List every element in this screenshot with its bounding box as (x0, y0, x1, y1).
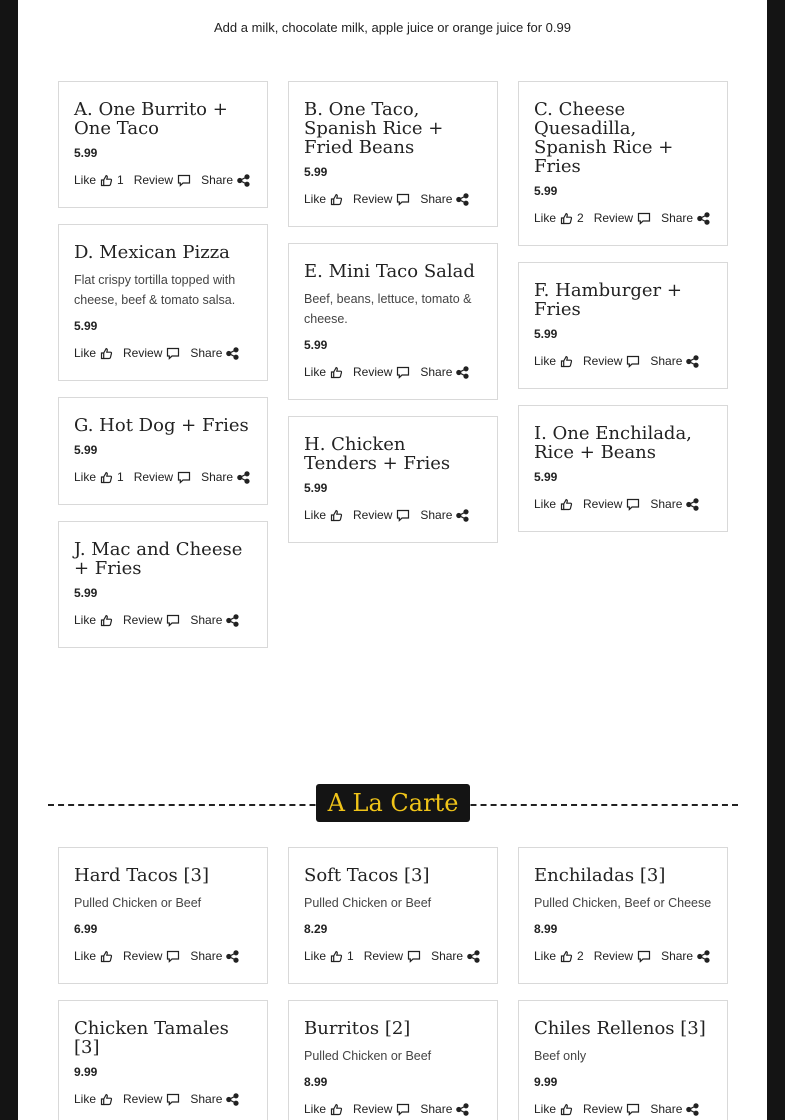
share-label: Share (420, 1102, 453, 1116)
share-button[interactable] (650, 497, 699, 511)
comment-icon (173, 174, 191, 187)
item-description: Pulled Chicken or Beef (304, 1049, 432, 1063)
share-button[interactable] (661, 211, 710, 225)
like-label: Like (534, 211, 557, 225)
like-button[interactable] (534, 1102, 573, 1116)
carte-column-1 (58, 847, 268, 1120)
share-label: Share (420, 192, 453, 206)
like-label: Like (74, 346, 97, 360)
like-label: Like (304, 1102, 327, 1116)
review-button[interactable] (364, 949, 421, 963)
item-title: G. Hot Dog + Fries (74, 415, 249, 436)
like-button[interactable] (74, 346, 113, 360)
thumbs-up-icon (96, 614, 113, 627)
thumbs-up-icon (326, 193, 343, 206)
share-icon (222, 347, 239, 360)
like-label: Like (534, 949, 557, 963)
share-label: Share (650, 354, 683, 368)
share-label: Share (190, 1092, 223, 1106)
share-label: Share (661, 949, 694, 963)
review-label: Review (123, 1092, 163, 1106)
thumbs-up-icon (556, 498, 573, 511)
review-button[interactable] (134, 173, 191, 187)
section-title-a-la-carte: A La Carte (316, 784, 470, 822)
comment-icon (622, 498, 640, 511)
review-button[interactable] (353, 1102, 410, 1116)
review-label: Review (353, 192, 393, 206)
share-icon (682, 498, 699, 511)
like-label: Like (534, 497, 557, 511)
like-button[interactable] (304, 508, 343, 522)
combo-column-3 (518, 81, 728, 548)
item-price: 9.99 (74, 1065, 98, 1079)
review-label: Review (353, 1102, 393, 1116)
menu-item-c-cheese-quesadilla-spanish-rice-fries (518, 81, 728, 246)
item-description: Pulled Chicken or Beef (74, 896, 202, 910)
item-actions (534, 949, 712, 963)
comment-icon (622, 355, 640, 368)
review-button[interactable] (123, 1092, 180, 1106)
comment-icon (392, 193, 410, 206)
review-button[interactable] (123, 949, 180, 963)
like-label: Like (304, 508, 327, 522)
item-title: Hard Tacos [3] (74, 865, 209, 886)
menu-item-d-mexican-pizza (58, 224, 268, 381)
share-label: Share (201, 173, 234, 187)
menu-item-a-one-burrito-one-taco (58, 81, 268, 208)
combo-column-1 (58, 81, 268, 664)
menu-item-burritos-2 (288, 1000, 498, 1120)
like-button[interactable] (74, 1092, 113, 1106)
item-title: F. Hamburger + Fries (534, 280, 682, 320)
share-icon (452, 193, 469, 206)
menu-item-soft-tacos-3 (288, 847, 498, 984)
share-button[interactable] (190, 613, 239, 627)
item-description: Flat crispy tortilla topped with cheese, beef & tomato salsa. (74, 273, 236, 307)
share-label: Share (420, 365, 453, 379)
share-button[interactable] (420, 1102, 469, 1116)
item-price: 9.99 (534, 1075, 558, 1089)
share-button[interactable] (190, 949, 239, 963)
share-label: Share (420, 508, 453, 522)
menu-item-chicken-tamales-3 (58, 1000, 268, 1120)
share-label: Share (190, 346, 223, 360)
review-label: Review (123, 346, 163, 360)
review-button[interactable] (353, 508, 410, 522)
review-label: Review (123, 613, 163, 627)
item-actions (304, 365, 482, 379)
review-label: Review (583, 497, 623, 511)
like-button[interactable] (74, 470, 124, 484)
carte-column-2 (288, 847, 498, 1120)
comment-icon (622, 1103, 640, 1116)
item-description: Beef only (534, 1049, 587, 1063)
item-actions (74, 613, 252, 627)
item-actions (304, 949, 482, 963)
share-button[interactable] (190, 1092, 239, 1106)
review-label: Review (363, 949, 404, 963)
share-icon (222, 950, 239, 963)
share-icon (452, 366, 469, 379)
thumbs-up-icon (556, 355, 573, 368)
item-title: Enchiladas [3] (534, 865, 666, 886)
thumbs-up-icon (96, 471, 113, 484)
like-button[interactable] (304, 192, 343, 206)
like-button[interactable] (534, 354, 573, 368)
thumbs-up-icon (556, 212, 573, 225)
menu-item-g-hot-dog-fries (58, 397, 268, 505)
item-actions (74, 346, 252, 360)
thumbs-up-icon (96, 950, 113, 963)
item-actions (74, 173, 252, 187)
share-icon (463, 950, 480, 963)
item-title: C. Cheese Quesadilla, Spanish Rice + Fries (534, 99, 674, 177)
item-price: 8.99 (534, 922, 558, 936)
menu-item-enchiladas-3 (518, 847, 728, 984)
item-actions (74, 470, 252, 484)
menu-page (18, 0, 767, 1120)
item-title: E. Mini Taco Salad (304, 261, 475, 282)
item-description: Pulled Chicken or Beef (304, 896, 432, 910)
thumbs-up-icon (96, 347, 113, 360)
item-title: Soft Tacos [3] (304, 865, 430, 886)
review-button[interactable] (134, 470, 191, 484)
review-button[interactable] (583, 1102, 640, 1116)
thumbs-up-icon (326, 950, 343, 963)
item-actions (534, 1102, 712, 1116)
like-button[interactable] (304, 365, 343, 379)
review-label: Review (353, 365, 393, 379)
comment-icon (392, 1103, 410, 1116)
menu-item-h-chicken-tenders-fries (288, 416, 498, 543)
like-label: Like (74, 1092, 97, 1106)
review-button[interactable] (583, 354, 640, 368)
like-button[interactable] (74, 613, 113, 627)
item-price: 5.99 (74, 586, 98, 600)
review-label: Review (123, 949, 163, 963)
item-price: 5.99 (304, 481, 328, 495)
item-price: 8.29 (304, 922, 328, 936)
item-title: B. One Taco, Spanish Rice + Fried Beans (304, 99, 444, 158)
review-button[interactable] (353, 365, 410, 379)
like-button[interactable] (534, 497, 573, 511)
combo-column-2 (288, 81, 498, 559)
like-button[interactable] (534, 211, 584, 225)
item-price: 5.99 (74, 443, 98, 457)
like-count: 1 (117, 470, 124, 484)
share-button[interactable] (650, 1102, 699, 1116)
item-actions (74, 1092, 252, 1106)
like-label: Like (534, 1102, 557, 1116)
thumbs-up-icon (326, 509, 343, 522)
item-actions (534, 354, 712, 368)
thumbs-up-icon (556, 950, 573, 963)
item-title: D. Mexican Pizza (74, 242, 230, 263)
review-label: Review (593, 211, 634, 225)
thumbs-up-icon (326, 366, 343, 379)
like-count: 2 (577, 211, 584, 225)
item-title: Burritos [2] (304, 1018, 411, 1039)
like-button[interactable] (534, 949, 584, 963)
like-button[interactable] (304, 949, 354, 963)
comment-icon (162, 614, 180, 627)
item-price: 5.99 (534, 184, 558, 198)
comment-icon (403, 950, 421, 963)
share-label: Share (190, 949, 223, 963)
like-label: Like (304, 365, 327, 379)
comment-icon (633, 212, 651, 225)
share-icon (682, 1103, 699, 1116)
share-icon (693, 950, 710, 963)
review-label: Review (583, 354, 623, 368)
share-label: Share (431, 949, 464, 963)
share-icon (682, 355, 699, 368)
share-button[interactable] (201, 470, 250, 484)
item-title: I. One Enchilada, Rice + Beans (534, 423, 692, 463)
like-count: 1 (117, 173, 124, 187)
item-price: 5.99 (74, 146, 98, 160)
share-icon (233, 174, 250, 187)
comment-icon (162, 1093, 180, 1106)
item-price: 5.99 (534, 327, 558, 341)
item-price: 5.99 (304, 338, 328, 352)
review-label: Review (583, 1102, 623, 1116)
review-label: Review (593, 949, 634, 963)
share-label: Share (650, 497, 683, 511)
thumbs-up-icon (96, 174, 113, 187)
like-button[interactable] (74, 173, 124, 187)
share-label: Share (190, 613, 223, 627)
share-button[interactable] (420, 192, 469, 206)
share-button[interactable] (420, 508, 469, 522)
carte-column-3 (518, 847, 728, 1120)
review-button[interactable] (583, 497, 640, 511)
like-button[interactable] (304, 1102, 343, 1116)
menu-item-hard-tacos-3 (58, 847, 268, 984)
like-label: Like (304, 192, 327, 206)
share-icon (693, 212, 710, 225)
like-label: Like (304, 949, 327, 963)
comment-icon (162, 950, 180, 963)
review-label: Review (353, 508, 393, 522)
item-actions (304, 1102, 482, 1116)
item-price: 5.99 (74, 319, 98, 333)
comment-icon (162, 347, 180, 360)
item-price: 5.99 (304, 165, 328, 179)
share-button[interactable] (420, 365, 469, 379)
item-actions (74, 949, 252, 963)
share-label: Share (201, 470, 234, 484)
menu-item-j-mac-and-cheese-fries (58, 521, 268, 648)
item-price: 6.99 (74, 922, 98, 936)
drink-addon-note: Add a milk, chocolate milk, apple juice or orange juice for 0.99 (214, 20, 571, 35)
item-description: Beef, beans, lettuce, tomato & cheese. (304, 292, 472, 326)
item-price: 5.99 (534, 470, 558, 484)
share-button[interactable] (431, 949, 480, 963)
item-title: H. Chicken Tenders + Fries (304, 434, 451, 474)
item-actions (304, 508, 482, 522)
comment-icon (392, 509, 410, 522)
item-title: Chiles Rellenos [3] (534, 1018, 706, 1039)
share-label: Share (661, 211, 694, 225)
review-label: Review (133, 173, 174, 187)
like-label: Like (74, 173, 97, 187)
thumbs-up-icon (96, 1093, 113, 1106)
share-icon (452, 1103, 469, 1116)
share-icon (222, 1093, 239, 1106)
item-actions (534, 211, 712, 225)
like-label: Like (74, 613, 97, 627)
review-button[interactable] (353, 192, 410, 206)
like-button[interactable] (74, 949, 113, 963)
like-count: 1 (347, 949, 354, 963)
thumbs-up-icon (556, 1103, 573, 1116)
item-title: A. One Burrito + One Taco (74, 99, 228, 139)
like-label: Like (74, 470, 97, 484)
item-actions (304, 192, 482, 206)
item-price: 8.99 (304, 1075, 328, 1089)
item-actions (534, 497, 712, 511)
share-button[interactable] (661, 949, 710, 963)
review-label: Review (133, 470, 174, 484)
like-label: Like (534, 354, 557, 368)
share-icon (452, 509, 469, 522)
review-button[interactable] (123, 613, 180, 627)
thumbs-up-icon (326, 1103, 343, 1116)
review-button[interactable] (594, 211, 651, 225)
menu-item-i-one-enchilada-rice-beans (518, 405, 728, 532)
comment-icon (392, 366, 410, 379)
review-button[interactable] (123, 346, 180, 360)
item-description: Pulled Chicken, Beef or Cheese (534, 896, 712, 910)
share-button[interactable] (201, 173, 250, 187)
share-button[interactable] (190, 346, 239, 360)
comment-icon (633, 950, 651, 963)
share-label: Share (650, 1102, 683, 1116)
menu-item-e-mini-taco-salad (288, 243, 498, 400)
menu-item-chiles-rellenos-3 (518, 1000, 728, 1120)
item-title: J. Mac and Cheese + Fries (74, 539, 243, 579)
share-icon (233, 471, 250, 484)
item-title: Chicken Tamales [3] (74, 1018, 229, 1058)
like-label: Like (74, 949, 97, 963)
like-count: 2 (577, 949, 584, 963)
review-button[interactable] (594, 949, 651, 963)
menu-item-b-one-taco-spanish-rice-fried-beans (288, 81, 498, 227)
menu-item-f-hamburger-fries (518, 262, 728, 389)
share-button[interactable] (650, 354, 699, 368)
comment-icon (173, 471, 191, 484)
share-icon (222, 614, 239, 627)
